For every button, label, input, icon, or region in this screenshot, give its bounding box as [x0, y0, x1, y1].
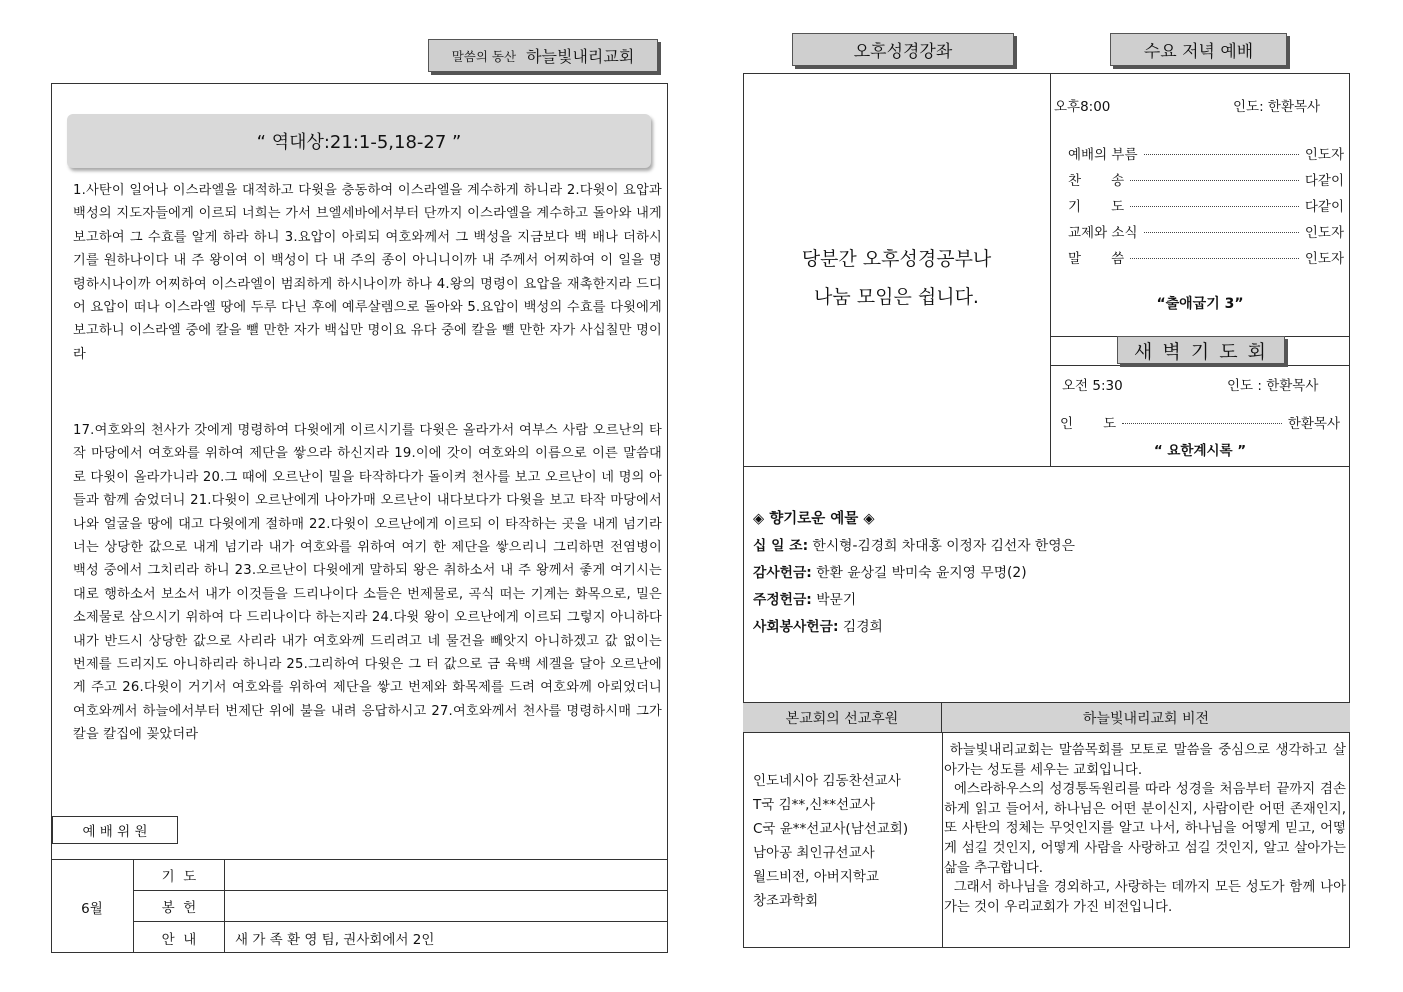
worship-committee-table: [51, 859, 668, 953]
dawn-leader: 인도 : 한환목사: [1227, 378, 1319, 394]
order-label: 인 도: [1060, 416, 1117, 432]
wednesday-service-tag-text: 수요 저녁 예배: [1143, 42, 1254, 62]
worship-committee-label: [52, 816, 178, 844]
offering-label: 주정헌금:: [753, 592, 812, 608]
mission-header: 본교회의 선교후원: [785, 710, 899, 727]
order-value: 한환목사: [1287, 416, 1340, 432]
mission-item: 남아공 최인규선교사: [753, 845, 875, 861]
divider: [743, 466, 1350, 467]
order-value: 인도자: [1304, 251, 1344, 267]
afternoon-notice-line-1: 당분간 오후성경공부나: [801, 248, 992, 270]
scripture-title-bar: [67, 114, 651, 168]
header-tag-small: 말씀의 동산: [451, 48, 517, 64]
offering-row: [753, 560, 1343, 587]
dot-leader: [1144, 232, 1299, 233]
offering-label: 사회봉사헌금:: [753, 619, 839, 635]
dot-leader: [1122, 423, 1282, 424]
order-value: 인도자: [1304, 147, 1344, 163]
afternoon-notice: [743, 240, 1050, 316]
offering-label: 감사헌금:: [753, 565, 812, 581]
dawn-sermon: “ 요한계시록 ”: [1153, 443, 1247, 459]
offering-row: [753, 533, 1343, 560]
divider: [1050, 73, 1051, 466]
mission-item: 월드비전, 아버지학교: [753, 869, 879, 885]
order-value: 다같이: [1304, 199, 1344, 215]
dot-leader: [1130, 180, 1299, 181]
order-item: [1068, 140, 1344, 166]
order-value: 인도자: [1304, 225, 1344, 241]
committee-role: 안 내: [134, 922, 225, 953]
dawn-time: 오전 5:30: [1062, 378, 1123, 394]
order-item: [1068, 166, 1344, 192]
divider: [1050, 365, 1350, 366]
order-item: [1068, 192, 1344, 218]
afternoon-class-tag: [792, 33, 1014, 66]
offering-row: [753, 614, 1343, 641]
offering-names: 김경희: [842, 619, 883, 635]
offering-names: 한시형-김경희 차대홍 이정자 김선자 한영은: [812, 538, 1075, 554]
wednesday-time: 오후8:00: [1054, 99, 1111, 115]
scripture-paragraph-2: 17.여호와의 천사가 갓에게 명령하여 다윗에게 이르시기를 다윗은 올라가서 여부스 사람 오르난의 타작 마당에서 여호와를 위하여 제단을 쌓으라 하신지라 19.이에 갓이 여호와의 이름으로 이른 말씀대로 다윗이 올라가니라 20.그 때에 오르난이 밀을 타작하다가 돌이켜 천사를 보고 오르난이 네 명의 아들과 함께 숨었더니 21.다윗이 오르난에게 나아가매 오르난이 내다보다가 다윗을 보고 타작 마당에서 나와 얼굴을 땅에 대고 다윗에게 절하매 22.다윗이 오르난에게 이르되 이 타작하는 곳을 내게 넘기라 너는 상당한 값으로 내게 넘기라 내가 여호와를 위하여 여기 한 제단을 쌓으리니 그리하면 전염병이 백성 중에서 그치리라 하니 23.오르난이 다윗에게 말하되 왕은 취하소서 내 주 왕께서 좋게 여기시는 대로 행하소서 보소서 내가 이것들을 드리나이다 소들은 번제물로, 곡식 떠는 기계는 화목으로, 밀은 소제물로 삼으시기 위하여 다 드리나이다 하는지라 24.다윗 왕이 오르난에게 이르되 그렇지 아니하다 내가 반드시 상당한 값으로 사리라 내가 여호와께 드리려고 네 물건을 빼앗지 아니하겠고 값 없이는 번제를 드리지도 아니하리라 하니라 25.그리하여 다윗은 그 터 값으로 금 육백 세겔을 달아 오르난에게 주고 26.다윗이 거기서 여호와를 위하여 제단을 쌓고 번제와 화목제를 드려 여호와께 아뢰었더니 여호와께서 하늘에서부터 번제단 위에 불을 내려 응답하시고 27.여호와께서 천사를 명령하시매 그가 칼을 칼집에 꽂았더라: [73, 423, 662, 743]
committee-person: 새 가 족 환 영 팀, 권사회에서 2인: [225, 922, 669, 953]
vision-header-cell: [942, 702, 1350, 733]
offering-title: ◈ 향기로운 예물 ◈: [753, 511, 875, 527]
wednesday-sermon: “출애굽기 3”: [1156, 296, 1244, 312]
offering-names: 한환 윤상길 박미숙 윤지영 무명(2): [816, 565, 1027, 581]
order-label: 예배의 부름: [1068, 147, 1138, 163]
mission-list: [753, 769, 941, 913]
mission-header-cell: [743, 702, 942, 733]
wednesday-order: [1068, 140, 1344, 270]
order-label: 기 도: [1068, 199, 1125, 215]
order-item: [1068, 218, 1344, 244]
header-tag-church-name: 하늘빛내리교회: [526, 47, 635, 66]
offering-row: [753, 587, 1343, 614]
dot-leader: [1130, 258, 1299, 259]
dawn-prayer-tag: [1117, 336, 1285, 364]
committee-person: [225, 860, 669, 891]
order-label: 말 씀: [1068, 251, 1125, 267]
committee-role: 기 도: [134, 860, 225, 891]
dawn-prayer-tag-text: 새 벽 기 도 회: [1134, 340, 1268, 363]
mission-item: 인도네시아 김동찬선교사: [753, 773, 901, 789]
afternoon-notice-line-2: 나눔 모임은 쉽니다.: [814, 286, 979, 308]
scripture-paragraph-1: 1.사탄이 일어나 이스라엘을 대적하고 다윗을 충동하여 이스라엘을 계수하게 하니라 2.다윗이 요압과 백성의 지도자들에게 이르되 너희는 가서 브엘세바에서부터 단까지 이스라엘을 계수하고 돌아와 내게 보고하여 그 수효를 알게 하라 하니 3.요압이 아뢰되 여호와께서 그 백성을 지금보다 백 배나 더하시기를 원하나이다 내 주 왕이여 이 백성이 다 내 주의 종이 아니니이까 내 주께서 어찌하여 이 일을 명령하시나이까 어찌하여 이스라엘이 범죄하게 하시나이까 하나 4.왕의 명령이 요압을 재촉한지라 드디어 요압이 떠나 이스라엘 땅에 두루 다닌 후에 예루살렘으로 돌아와 5.요압이 백성의 수효를 다윗에게 보고하니 이스라엘 중에 칼을 뺄 만한 자가 백십만 명이요 유다 중에 칼을 뺄 만한 자가 사십칠만 명이라: [73, 183, 662, 362]
order-label: 찬 송: [1068, 173, 1125, 189]
order-item: [1068, 244, 1344, 270]
offering-names: 박문기: [816, 592, 857, 608]
church-header-tag: [428, 39, 658, 72]
wednesday-service-tag: [1110, 33, 1287, 66]
mission-item: C국 윤**선교사(남선교회): [753, 821, 909, 837]
offering-label: 십 일 조:: [753, 538, 809, 554]
order-value: 다같이: [1304, 173, 1344, 189]
vision-text: 하늘빛내리교회는 말씀목회를 모토로 말씀을 중심으로 생각하고 살아가는 성도를 세우는 교회입니다. 에스라하우스의 성경통독원리를 따라 성경을 처음부터 끝까지 겸손하게 읽고 들어서, 하나님은 어떤 분이신지, 사람이란 어떤 존재인지, 또 사탄의 정체는 무엇인지를 알고 나서, 하나님을 어떻게 믿고, 어떻게 섬길 것인지, 어떻게 사람을 사랑하고 섬길 것인지, 알고 살아가는 삶을 추구합니다. 그래서 하나님을 경외하고, 사랑하는 데까지 모든 성도가 함께 나아가는 것이 우리교회가 가진 비전입니다.: [944, 743, 1347, 915]
committee-role: 봉 헌: [134, 891, 225, 922]
mission-item: 창조과학회: [753, 893, 819, 909]
mission-item: T국 김**,신**선교사: [753, 797, 876, 813]
order-label: 교제와 소식: [1068, 225, 1138, 241]
vision-header: 하늘빛내리교회 비전: [1082, 710, 1210, 727]
scripture-title: “ 역대상:21:1-5,18-27 ”: [256, 132, 462, 153]
committee-month: 6월: [51, 860, 134, 954]
wednesday-leader: 인도: 한환목사: [1233, 99, 1321, 115]
worship-committee-label-text: 예 배 위 원: [82, 824, 148, 840]
afternoon-class-tag-text: 오후성경강좌: [853, 42, 953, 62]
offering-list: [753, 533, 1343, 641]
dot-leader: [1144, 154, 1299, 155]
dawn-order-item: [1060, 409, 1340, 435]
divider: [942, 733, 943, 948]
dot-leader: [1130, 206, 1299, 207]
committee-person: [225, 891, 669, 922]
